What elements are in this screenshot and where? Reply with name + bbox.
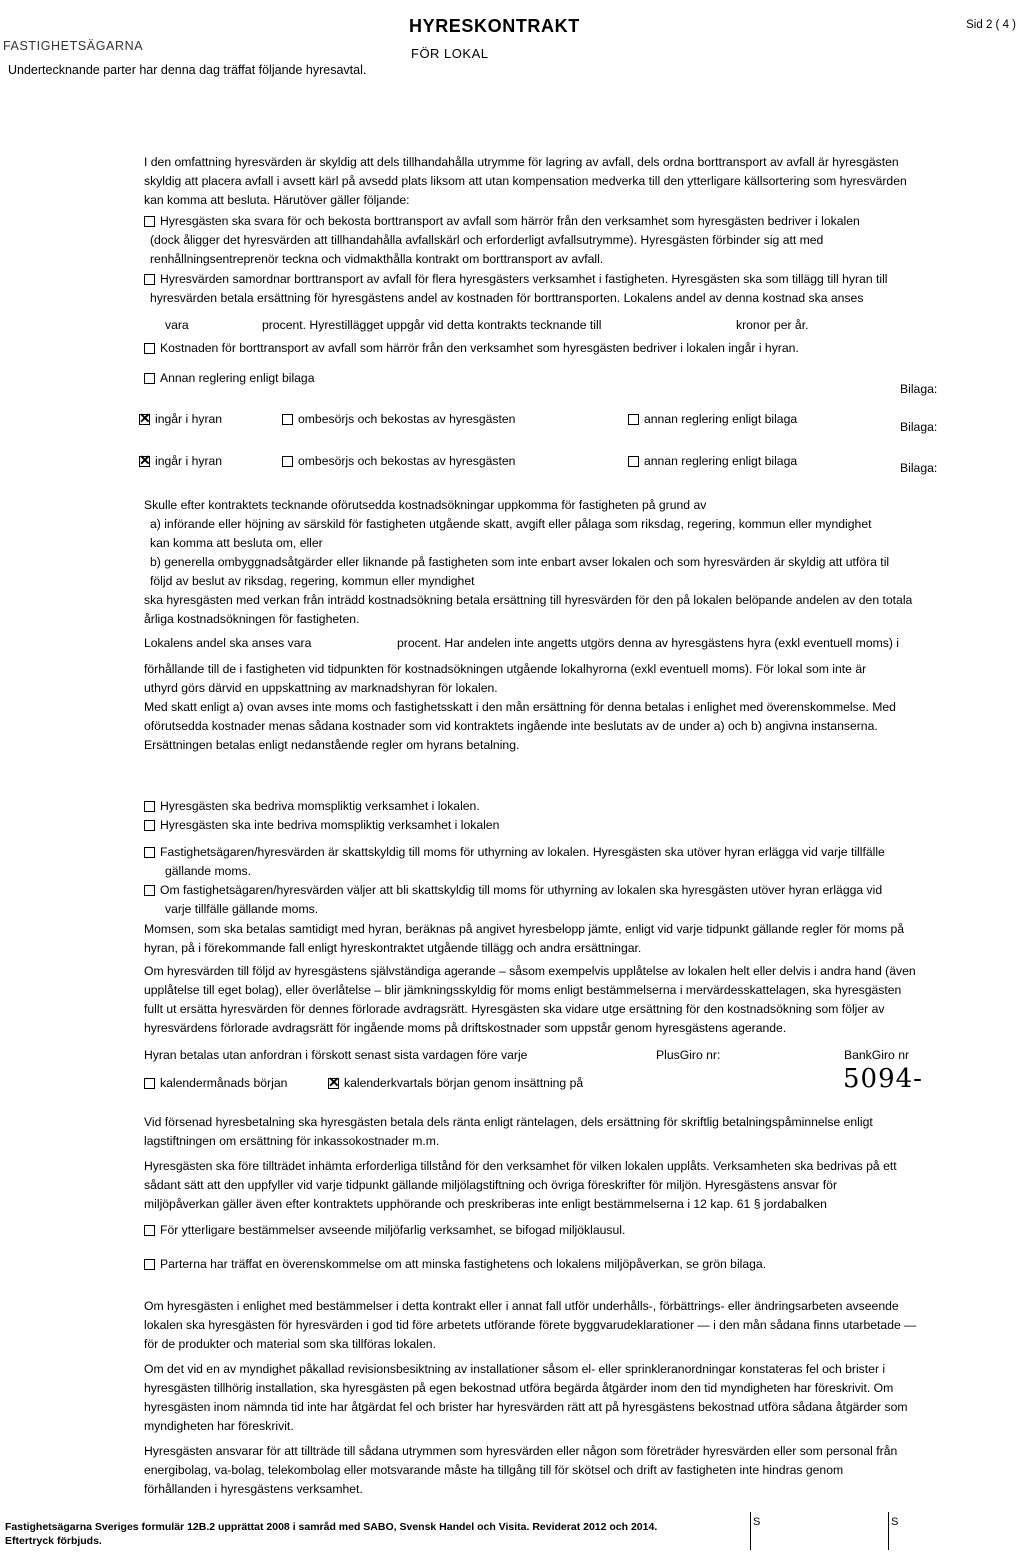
vat-paragraph-2: Om hyresvärden till följd av hyresgästens självständiga agerande – såsom exempelvis upplåtelse av lokalen helt eller delvis i andra hand (även upplåtelse till eget bolag), eller överlåtelse – blir jämkningsskyldig för moms enligt bestämmelserna i mervärdesskattelagen, ska hyresgästen fullt ut ersätta hyresvärden för dennes förlorade avdragsrätt. Hyresgästen ska vidare utge ersättning för den kostnadsökning som följer av hyresvärdens förlorade avdragsrätt för ingående moms på driftskostnader som uppstår genom hyresgästens agerande. <box>144 964 916 1035</box>
included-in-rent-checkbox[interactable] <box>139 456 150 467</box>
signature-divider <box>750 1512 751 1550</box>
vat-owner-liable-checkbox[interactable] <box>144 847 155 858</box>
monthly-checkbox[interactable] <box>144 1078 155 1089</box>
vat-paragraph: Momsen, som ska betalas samtidigt med hyran, beräknas på angivet hyresbelopp jämte, enligt vid varje tidpunkt gällande regler för moms på hyran, på i förekommande fall enligt hyreskontraktet utgående tillägg och andra ersättningar. <box>144 922 905 955</box>
bankgiro-label: BankGiro nr <box>844 1048 910 1062</box>
building-materials-text: Om hyresgästen i enlighet med bestämmelser i detta kontrakt eller i annat fall utför underhålls-, förbättrings- eller ändringsarbeten avseende lokalen ska hyresgästen för hyresvärden i god tid före arbetets utförande förete byggvarudeklarationer — i den mån sådana finns utarbetade — för de produkter och material som ska tillföras lokalen. <box>144 1299 917 1351</box>
logo: FASTIGHETSÄGARNA <box>3 39 144 53</box>
vat-option: Hyresgästen ska bedriva momspliktig verksamhet i lokalen. <box>144 797 480 816</box>
kronor-label: kronor per år. <box>736 318 809 332</box>
text-line: I den omfattning hyresvärden är skyldig att dels tillhandahålla utrymme för lagring av avfall, dels ordna borttransport av avfall är hyresgästen <box>144 155 899 169</box>
waste-other-checkbox[interactable] <box>144 373 155 384</box>
waste-tenant-checkbox[interactable] <box>144 216 155 227</box>
vat-owner-optional-checkbox[interactable] <box>144 885 155 896</box>
signature-divider <box>888 1512 889 1550</box>
included-row: ✕ingår i hyran <box>139 410 222 429</box>
procent-label: procent. Hyrestillägget uppgår vid detta kontrakts tecknande till <box>262 318 602 332</box>
vat-owner-liable: Fastighetsägaren/hyresvärden är skattskyldig till moms för uthyrning av lokalen. Hyresgästen ska utöver hyran erlägga vid varje tillfälle gällande moms. <box>144 843 885 881</box>
inspection-text: Om det vid en av myndighet påkallad revisionsbesiktning av installationer såsom el- eller sprinkleranordningar konstateras fel och brister i hyresgästen tillhörig installation, ska hyresgästen på egen bekostnad utföra begärda åtgärder inom den tid myndigheten har föreskrivit. Om hyresgästen inom nämnda tid inte har åtgärdat fel och brister har hyresvärden rätt att på hyresgästens bekostnad utföra sådana åtgärder som myndigheten har föreskrivit. <box>144 1362 908 1433</box>
environment-text: Hyresgästen ska före tillträdet inhämta erforderliga tillstånd för den verksamhet för vilken lokalen upplåts. Verksamheten ska bedrivas på ett sådant sätt att den uppfyller vid varje tidpunkt gällande miljölagstiftning och övriga föreskrifter för miljön. Hyresgästens ansvar för miljöpåverkan gäller även efter kontraktets upphörande och preskriberas inte enligt bestämmelserna i 12 kap. 61 § jordabalken <box>144 1159 897 1211</box>
vat-not-liable-checkbox[interactable] <box>144 820 155 831</box>
text-line: skyldig att placera avfall i avsett kärl på avsedd plats liksom att utan kompensation medverka till den ytterligare källsortering som hyresvärden <box>144 174 907 188</box>
document-subtitle: FÖR LOKAL <box>411 46 489 61</box>
green-annex-checkbox[interactable] <box>144 1259 155 1270</box>
environment-option: Parterna har träffat en överenskommelse om att minska fastighetens och lokalens miljöpåverkan, se grön bilaga. <box>144 1255 766 1274</box>
quarterly-checkbox[interactable] <box>328 1078 339 1089</box>
waste-option-other: Annan reglering enligt bilaga <box>144 369 315 388</box>
share-label: Lokalens andel ska anses vara <box>144 636 312 650</box>
plusgiro-label: PlusGiro nr: <box>656 1048 721 1062</box>
vat-liable-checkbox[interactable] <box>144 801 155 812</box>
included-row-col3: annan reglering enligt bilaga <box>628 452 797 471</box>
cost-increase-text: Skulle efter kontraktets tecknande oförutsedda kostnadsökningar uppkomma för fastigheten på grund av a) införande eller höjning av särskild för fastigheten utgående skatt, avgift eller pålaga som riksdag, regering, kommun eller myndighet kan komma att besluta om, eller b) generella ombyggnadsåtgärder eller liknande på fastigheten som inte enbart avser lokalen och som hyresvärden är skyldig att utföra til följd av beslut av riksdag, regering, kommun eller myndighet ska hyresgästen med verkan från inträdd kostnadsökning betala ersättning till hyresvärden för den på lokalen belöpande andelen av den totala årliga kostnadsökningen för fastigheten. <box>144 498 913 626</box>
included-row-col2: ombesörjs och bekostas av hyresgästen <box>282 410 515 429</box>
tenant-pays-checkbox[interactable] <box>282 456 293 467</box>
waste-option-landlord: Hyresvärden samordnar borttransport av avfall för flera hyresgästers verksamhet i fastigheten. Hyresgästen ska som tillägg till hyran till hyresvärden betala ersättning för hyresgästens andel av kostnaden för borttransporten. Lokalens andel av denna kostnad ska anses <box>144 270 888 308</box>
cost-increase-text-2: förhållande till de i fastigheten vid tidpunkten för kostnadsökningen utgående lokalhyrorna (exkl eventuell moms). För lokal som inte är uthyrd görs därvid en uppskattning av marknadshyran för lokalen. Med skatt enligt a) ovan avses inte moms och fastighetsskatt i den mån ersättning för denna betalas i enlighet med överenskommelse. Med oförutsedda kostnader menas sådana kostnader som vid kontraktets ingående inte beslutats av de under a) och b) angivna instanserna. Ersättningen betalas enligt nedanstående regler om hyrans betalning. <box>144 662 896 752</box>
waste-included-checkbox[interactable] <box>144 343 155 354</box>
payment-text: Hyran betalas utan anfordran i förskott senast sista vardagen före varje <box>144 1048 528 1062</box>
footer-text: Fastighetsägarna Sveriges formulär 12B.2 upprättat 2008 i samråd med SABO, Svensk Handel och Visita. Reviderat 2012 och 2014. <box>5 1521 658 1533</box>
intro-text: Undertecknande parter har denna dag träffat följande hyresavtal. <box>8 63 367 77</box>
tenant-initial: S <box>891 1516 899 1528</box>
bilaga-label: Bilaga: <box>900 461 938 475</box>
included-row: ✕ingår i hyran <box>139 452 222 471</box>
share-suffix: procent. Har andelen inte angetts utgörs denna av hyresgästens hyra (exkl eventuell moms) i <box>397 636 899 650</box>
bilaga-label: Bilaga: <box>900 420 938 434</box>
included-row-col2: ombesörjs och bekostas av hyresgästen <box>282 452 515 471</box>
handwritten-account-number: 5094- <box>843 1064 923 1094</box>
environment-option: För ytterligare bestämmelser avseende miljöfarlig verksamhet, se bifogad miljöklausul. <box>144 1221 625 1240</box>
waste-landlord-checkbox[interactable] <box>144 274 155 285</box>
included-in-rent-checkbox[interactable] <box>139 414 150 425</box>
payment-quarterly: ✕ kalenderkvartals början genom insättning på <box>328 1074 583 1093</box>
waste-intro <box>144 153 907 210</box>
tenant-pays-checkbox[interactable] <box>282 414 293 425</box>
environment-clause-checkbox[interactable] <box>144 1225 155 1236</box>
bilaga-label: Bilaga: <box>900 382 938 396</box>
access-text: Hyresgästen ansvarar för att tillträde till sådana utrymmen som hyresvärden eller någon som företräder hyresvärden eller som personal från energibolag, va-bolag, telekombolag eller motsvarande måste ha tillgång till för skötsel och drift av fastigheten inte hindras genom förhållanden i hyresgästens verksamhet. <box>144 1444 898 1496</box>
vat-option: Hyresgästen ska inte bedriva momspliktig verksamhet i lokalen <box>144 816 499 835</box>
page-number: Sid 2 ( 4 ) <box>966 19 1016 31</box>
included-row-col3: annan reglering enligt bilaga <box>628 410 797 429</box>
document-title: HYRESKONTRAKT <box>409 16 580 36</box>
landlord-initial: S <box>753 1516 761 1528</box>
other-regulation-checkbox[interactable] <box>628 414 639 425</box>
text-line: kan komma att besluta. Härutöver gäller följande: <box>144 193 410 207</box>
waste-option-tenant: Hyresgästen ska svara för och bekosta borttransport av avfall som härrör från den verksamhet som hyresgästen bedriver i lokalen (dock åligger det hyresvärden att tillhandahålla avfallskärl och erforderligt avfallsutrymme). Hyresgästen förbinder sig att med renhållningsentreprenör teckna och vidmakthålla kontrakt om borttransport av avfall. <box>144 212 860 269</box>
waste-option-included: Kostnaden för borttransport av avfall som härrör från den verksamhet som hyresgästen bedriver i lokalen ingår i hyran. <box>144 339 799 358</box>
vat-owner-optional: Om fastighetsägaren/hyresvärden väljer att bli skattskyldig till moms för uthyrning av lokalen ska hyresgästen utöver hyran erlägga vid varje tillfälle gällande moms. <box>144 881 882 919</box>
other-regulation-checkbox[interactable] <box>628 456 639 467</box>
footer-copyright: Eftertryck förbjuds. <box>5 1535 102 1547</box>
vara-label: vara <box>165 318 189 332</box>
payment-monthly: kalendermånads början <box>144 1074 287 1093</box>
late-payment-text: Vid försenad hyresbetalning ska hyresgästen betala dels ränta enligt räntelagen, dels ersättning för skriftlig betalningspåminnelse enligt lagstiftningen om ersättning för inkassokostnader m.m. <box>144 1115 873 1148</box>
